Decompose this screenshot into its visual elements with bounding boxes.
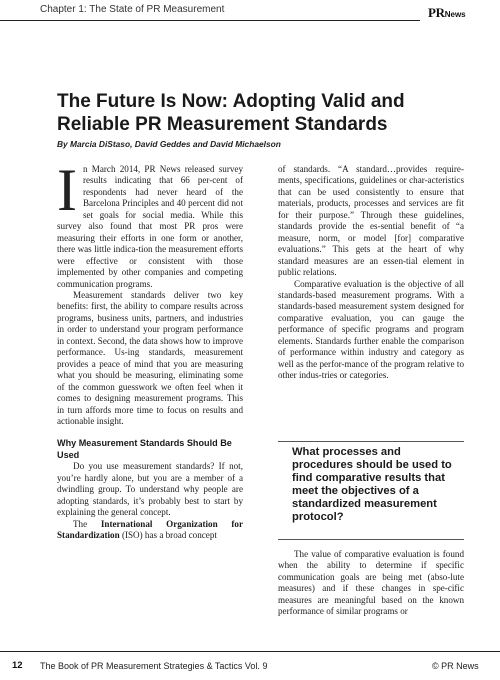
logo-news-text: News: [444, 10, 466, 19]
pr-news-logo: [428, 5, 466, 21]
byline: By Marcia DiStaso, David Geddes and David Michaelson: [57, 139, 281, 149]
paragraph-comparative: Comparative evaluation is the objective of all standards-based measurement programs. With a standards-based measurement system designed for comparative evaluation, you can gauge the performance of specific programs and program elements. Standards further enable the comparison of performance within industry and category as well as the perfor-mance of the program relative to other indus-tries or categories.: [278, 278, 464, 381]
iso-post-text: (ISO) has a broad concept: [119, 530, 217, 541]
copyright: © PR News: [432, 661, 479, 671]
drop-cap: I: [57, 157, 77, 223]
left-column: [57, 157, 243, 542]
paragraph-standards-use: Do you use measurement standards? If not, you’re hardly alone, but you are a member of a dwindling group. To understand why people are adopting standards, it’s probably best to start by explaining the general concept.: [57, 461, 243, 518]
right-column: [278, 164, 464, 382]
article-title: The Future Is Now: Adopting Valid and Reliable PR Measurement Standards: [57, 91, 405, 135]
intro-text: n March 2014, PR News released survey results indicating that 66 per-cent of respondents had never heard of the Barcelona Principles and 40 percent did not set goals for social media. While this survey also found that most PR pros were measuring their efforts in one form or another, there was little indica-tion the measurement efforts were effective or consistent with those implemented by other companies and competing communication programs.: [57, 164, 243, 289]
right-column-continued: [278, 549, 464, 618]
iso-pre-text: The: [73, 518, 101, 529]
pull-quote-top-rule: [278, 441, 464, 442]
paragraph-intro: [57, 157, 243, 290]
running-header: [0, 0, 500, 22]
book-title: The Book of PR Measurement Strategies & Tactics Vol. 9: [40, 661, 268, 671]
page-number: 12: [12, 660, 23, 671]
header-rule: [0, 20, 420, 21]
section-subhead: Why Measurement Standards Should Be Used: [57, 438, 232, 460]
chapter-label: Chapter 1: The State of PR Measurement: [40, 4, 225, 15]
paragraph-iso-definition: of standards. “A standard…provides require-ments, specifications, guidelines or char-acteristics that can be used consistently to ensure that materials, products, processes and services are fit for their purpose.” Through these guidelines, standards provide the es-sential benefit of “a measure, norm, or model [for] comparative evaluations.” This gets at the heart of why standard measures are an essen-tial element in public relations.: [278, 164, 464, 278]
paragraph-benefits: Measurement standards deliver two key benefits: first, the ability to compare results across programs, business units, partners, and industries in order to understand your program performance in context. Second, the data shows how to improve performance. Us-ing standards, measurement provides a peace of mind that you are measuring what you should be measuring, eliminating some of the common guesswork we often feel when it comes to designing measurement programs. This in turn affords more time to focus on results and actionable insight.: [57, 289, 243, 426]
pull-quote-bottom-rule: [278, 539, 464, 540]
logo-pr-text: PR: [428, 5, 445, 20]
iso-org-name: International Organization for Standardization: [57, 518, 243, 541]
paragraph-iso: [57, 519, 243, 542]
footer-rule: [0, 651, 500, 652]
paragraph-value: The value of comparative evaluation is found when the ability to determine if specific communication goals are being met (abso-lute measures) and if these changes in spe-cific measures are meaningful based on the known performance of similar programs or: [278, 549, 464, 617]
pull-quote: What processes and procedures should be used to find comparative results that meet the objectives of a standardized measurement protocol?: [292, 446, 452, 523]
